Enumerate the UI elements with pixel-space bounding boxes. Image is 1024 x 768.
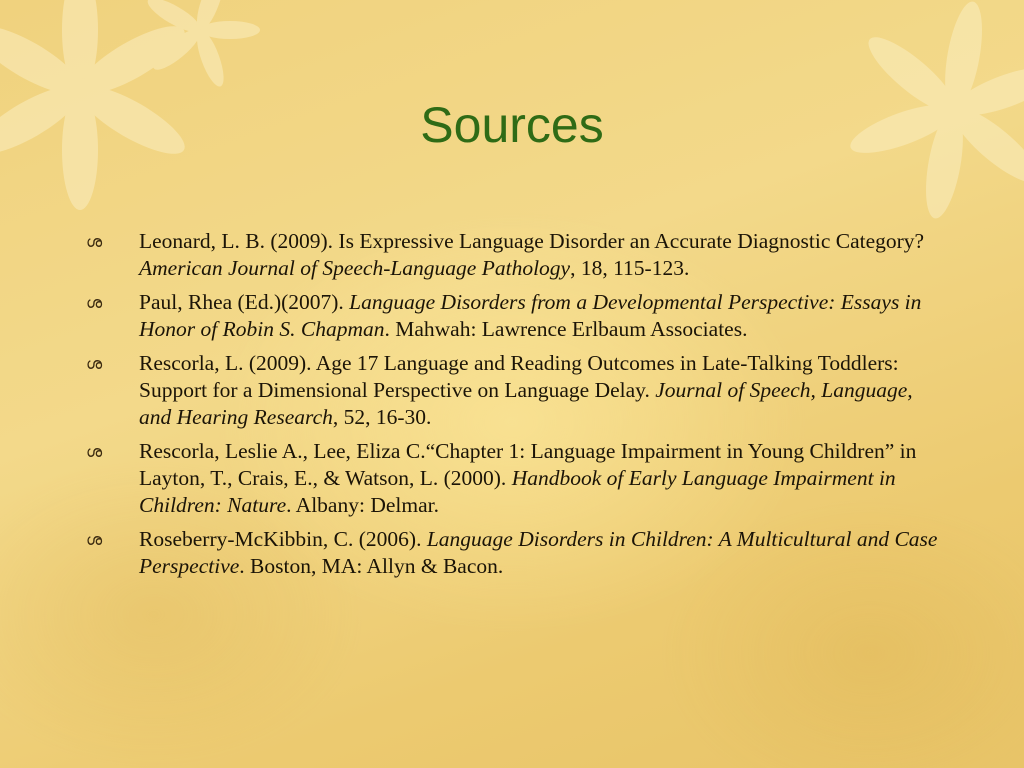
reference-source-title: Handbook of Early Language Impairment in Children: Nature <box>139 466 896 517</box>
reference-text: , 18, 115-123. <box>570 256 690 280</box>
reference-item <box>86 438 946 519</box>
reference-item <box>86 350 946 431</box>
reference-list <box>86 228 946 587</box>
bullet-icon: ശ <box>86 293 103 312</box>
reference-item <box>86 526 946 580</box>
reference-text: . Mahwah: Lawrence Erlbaum Associates. <box>384 317 748 341</box>
reference-text: , 52, 16-30. <box>332 405 432 429</box>
reference-text: Rescorla, L. (2009). Age 17 Language and Reading Outcomes in Late-Talking Toddlers: Support for a Dimensional Perspective on Language Delay. <box>139 351 899 402</box>
reference-source-title: American Journal of Speech-Language Pathology <box>139 256 571 280</box>
bullet-icon: ശ <box>86 530 103 549</box>
reference-source-title: Language Disorders from a Developmental Perspective: Essays in Honor of Robin S. Chapman <box>139 290 922 341</box>
reference-source-title: Journal of Speech, Language, and Hearing Research <box>139 378 913 429</box>
reference-text: Paul, Rhea (Ed.)(2007). <box>139 290 350 314</box>
bullet-icon: ശ <box>86 232 103 251</box>
reference-text: Roseberry-McKibbin, C. (2006). <box>139 527 427 551</box>
reference-item <box>86 289 946 343</box>
bullet-icon: ശ <box>86 354 103 373</box>
reference-text: Rescorla, Leslie A., Lee, Eliza C.“Chapter 1: Language Impairment in Young Children” in Layton, T., Crais, E., & Watson, L. (2000). <box>139 439 917 490</box>
slide-title: Sources <box>420 97 604 153</box>
reference-text: . Boston, MA: Allyn & Bacon. <box>239 554 504 578</box>
reference-source-title: Language Disorders in Children: A Multicultural and Case Perspective <box>139 527 938 578</box>
reference-item <box>86 228 946 282</box>
reference-text: . Albany: Delmar. <box>286 493 439 517</box>
reference-text: Leonard, L. B. (2009). Is Expressive Language Disorder an Accurate Diagnostic Category? <box>139 229 925 253</box>
bullet-icon: ശ <box>86 442 103 461</box>
